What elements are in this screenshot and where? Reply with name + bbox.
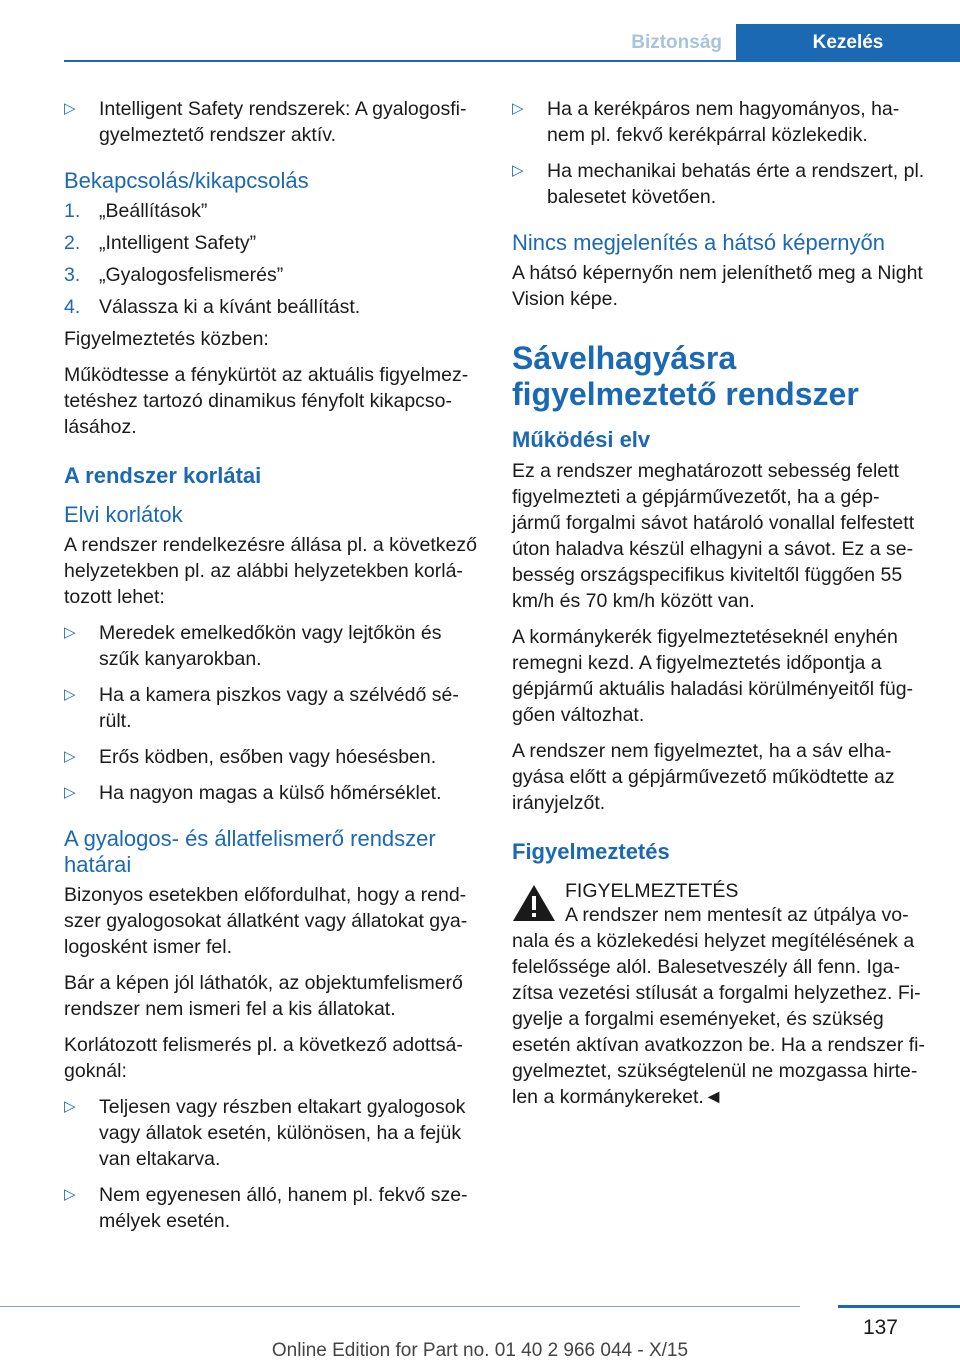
bullet-text: Teljesen vagy részben eltakart gyalogosok vagy állatok esetén, különösen, ha a fejük van eltakarva. <box>99 1096 466 1170</box>
step-item <box>64 198 479 224</box>
warning-triangle-icon <box>512 884 556 922</box>
limits-heading: A rendszer korlátai <box>64 463 262 488</box>
triangle-bullet-icon: ▷ <box>64 748 76 765</box>
step-text: „Intelligent Safety” <box>99 232 257 254</box>
bullet-item <box>64 682 479 734</box>
bullet-text: Meredek emelkedőkön vagy lejtőkön és szűk kanyarokban. <box>99 622 442 670</box>
triangle-bullet-icon: ▷ <box>64 100 76 117</box>
principle-paragraph: A rendszer nem figyelmeztet, ha a sáv elha‐ gyása előtt a gépjárművezető működtette az irányjelzőt. <box>512 740 895 814</box>
bullet-text: Ha mechanikai behatás érte a rendszert, pl. balesetet követően. <box>547 160 925 208</box>
during-warning-text: Működtesse a fénykürtöt az aktuális figyelmez‐ tetéshez tartozó dinamikus fényfolt kikapcso‐ lásához. <box>64 364 469 438</box>
edition-note: Online Edition for Part no. 01 40 2 966 044 - X/15 <box>271 1340 689 1361</box>
bullet-text: Erős ködben, esőben vagy hóesésben. <box>99 746 437 768</box>
section-tab-biztonsag: Biztonság <box>631 32 722 53</box>
bullet-item <box>512 96 926 148</box>
warning-label: FIGYELMEZTETÉS <box>565 880 739 902</box>
lane-departure-title: Sávelhagyásra figyelmeztető rendszer <box>512 340 859 412</box>
rear-display-heading: Nincs megjelenítés a hátsó képernyőn <box>512 230 885 255</box>
detection-paragraph: Korlátozott felismerés pl. a következő adottsá‐ goknál: <box>64 1034 463 1082</box>
step-number: 3. <box>64 264 81 286</box>
bullet-text: Intelligent Safety rendszerek: A gyalogosfi‐ gyelmeztető rendszer aktív. <box>99 98 467 146</box>
theory-heading: Elvi korlátok <box>64 502 183 527</box>
step-text: „Beállítások” <box>99 200 208 222</box>
bullet-item <box>64 1094 479 1172</box>
bullet-item <box>64 1182 479 1234</box>
detection-heading: A gyalogos- és állatfelismerő rendszer határai <box>64 826 436 877</box>
detection-paragraph: Bizonyos esetekben előfordulhat, hogy a rend‐ szer gyalogosokat állatként vagy állatokat gya‐ logosként ismer fel. <box>64 884 468 958</box>
bullet-item <box>512 158 926 210</box>
warning-block <box>512 878 926 904</box>
principle-paragraph: Ez a rendszer meghatározott sebesség felett figyelmezteti a gépjárművezetőt, ha a gép‐ jármű forgalmi sávot határoló vonallal felfestett úton haladva készül elhagyni a sávot. Ez a se‐ besség országspecifikus kiviteltől függően 55 km/h és 70 km/h között van. <box>512 460 915 612</box>
step-number: 2. <box>64 232 81 254</box>
step-item <box>64 230 479 256</box>
bullet-text: Ha a kerékpáros nem hagyományos, ha‐ nem pl. fekvő kerékpárral közlekedik. <box>547 98 900 146</box>
footer-rule <box>0 1305 960 1308</box>
triangle-bullet-icon: ▷ <box>64 1098 76 1115</box>
header-rule <box>64 60 960 62</box>
principle-paragraph: A kormánykerék figyelmeztetéseknél enyhén remegni kezd. A figyelmeztetés időpontja a gépjármű aktuális haladási körülményeitől füg‐ gően változhat. <box>512 626 914 726</box>
triangle-bullet-icon: ▷ <box>512 162 524 179</box>
step-number: 1. <box>64 200 81 222</box>
triangle-bullet-icon: ▷ <box>64 1186 76 1203</box>
bullet-text: Ha a kamera piszkos vagy a szélvédő sé‐ rült. <box>99 684 459 732</box>
warning-text: A rendszer nem mentesít az útpálya vo‐ nala és a közlekedési helyzet megítélésének a felelőssége alól. Balesetveszély áll fenn. Iga‐ zítsa vezetési stílusát a forgalmi helyzethez. Fi‐ gyelje a forgalmi eseményeket, és szükség esetén aktívan avatkozzon be. Ha a rendszer fi‐ gyelmeztet, szükségtelenül ne mozgassa hirte‐ len a kormánykereket.◄ <box>512 904 925 1108</box>
bullet-item <box>64 620 479 672</box>
principle-heading: Működési elv <box>512 427 651 452</box>
warning-heading: Figyelmeztetés <box>512 839 670 864</box>
triangle-bullet-icon: ▷ <box>64 784 76 801</box>
left-column <box>64 96 479 1244</box>
step-number: 4. <box>64 296 81 318</box>
theory-text: A rendszer rendelkezésre állása pl. a következő helyzetekben pl. az alábbi helyzetekben korlá‐ tozott lehet: <box>64 534 477 608</box>
onoff-heading: Bekapcsolás/kikapcsolás <box>64 168 309 193</box>
steps-list <box>64 198 479 320</box>
bullet-text: Ha nagyon magas a külső hőmérséklet. <box>99 782 442 804</box>
step-text: „Gyalogosfelismerés” <box>99 264 284 286</box>
triangle-bullet-icon: ▷ <box>64 686 76 703</box>
bullet-text: Nem egyenesen álló, hanem pl. fekvő sze‐ mélyek esetén. <box>99 1184 468 1232</box>
page-number: 137 <box>862 1316 898 1339</box>
rear-display-text: A hátsó képernyőn nem jeleníthető meg a Night Vision képe. <box>512 262 923 310</box>
detection-paragraph: Bár a képen jól láthatók, az objektumfelismerő rendszer nem ismeri fel a kis állatokat. <box>64 972 463 1020</box>
during-warning-label: Figyelmeztetés közben: <box>64 328 269 350</box>
bullet-item <box>64 96 479 148</box>
bullet-item <box>64 780 479 806</box>
bullet-item <box>64 744 479 770</box>
triangle-bullet-icon: ▷ <box>64 624 76 641</box>
step-item <box>64 294 479 320</box>
section-tab-kezeles: Kezelés <box>736 24 960 62</box>
step-text: Válassza ki a kívánt beállítást. <box>99 296 361 318</box>
step-item <box>64 262 479 288</box>
triangle-bullet-icon: ▷ <box>512 100 524 117</box>
right-column <box>512 96 926 1120</box>
